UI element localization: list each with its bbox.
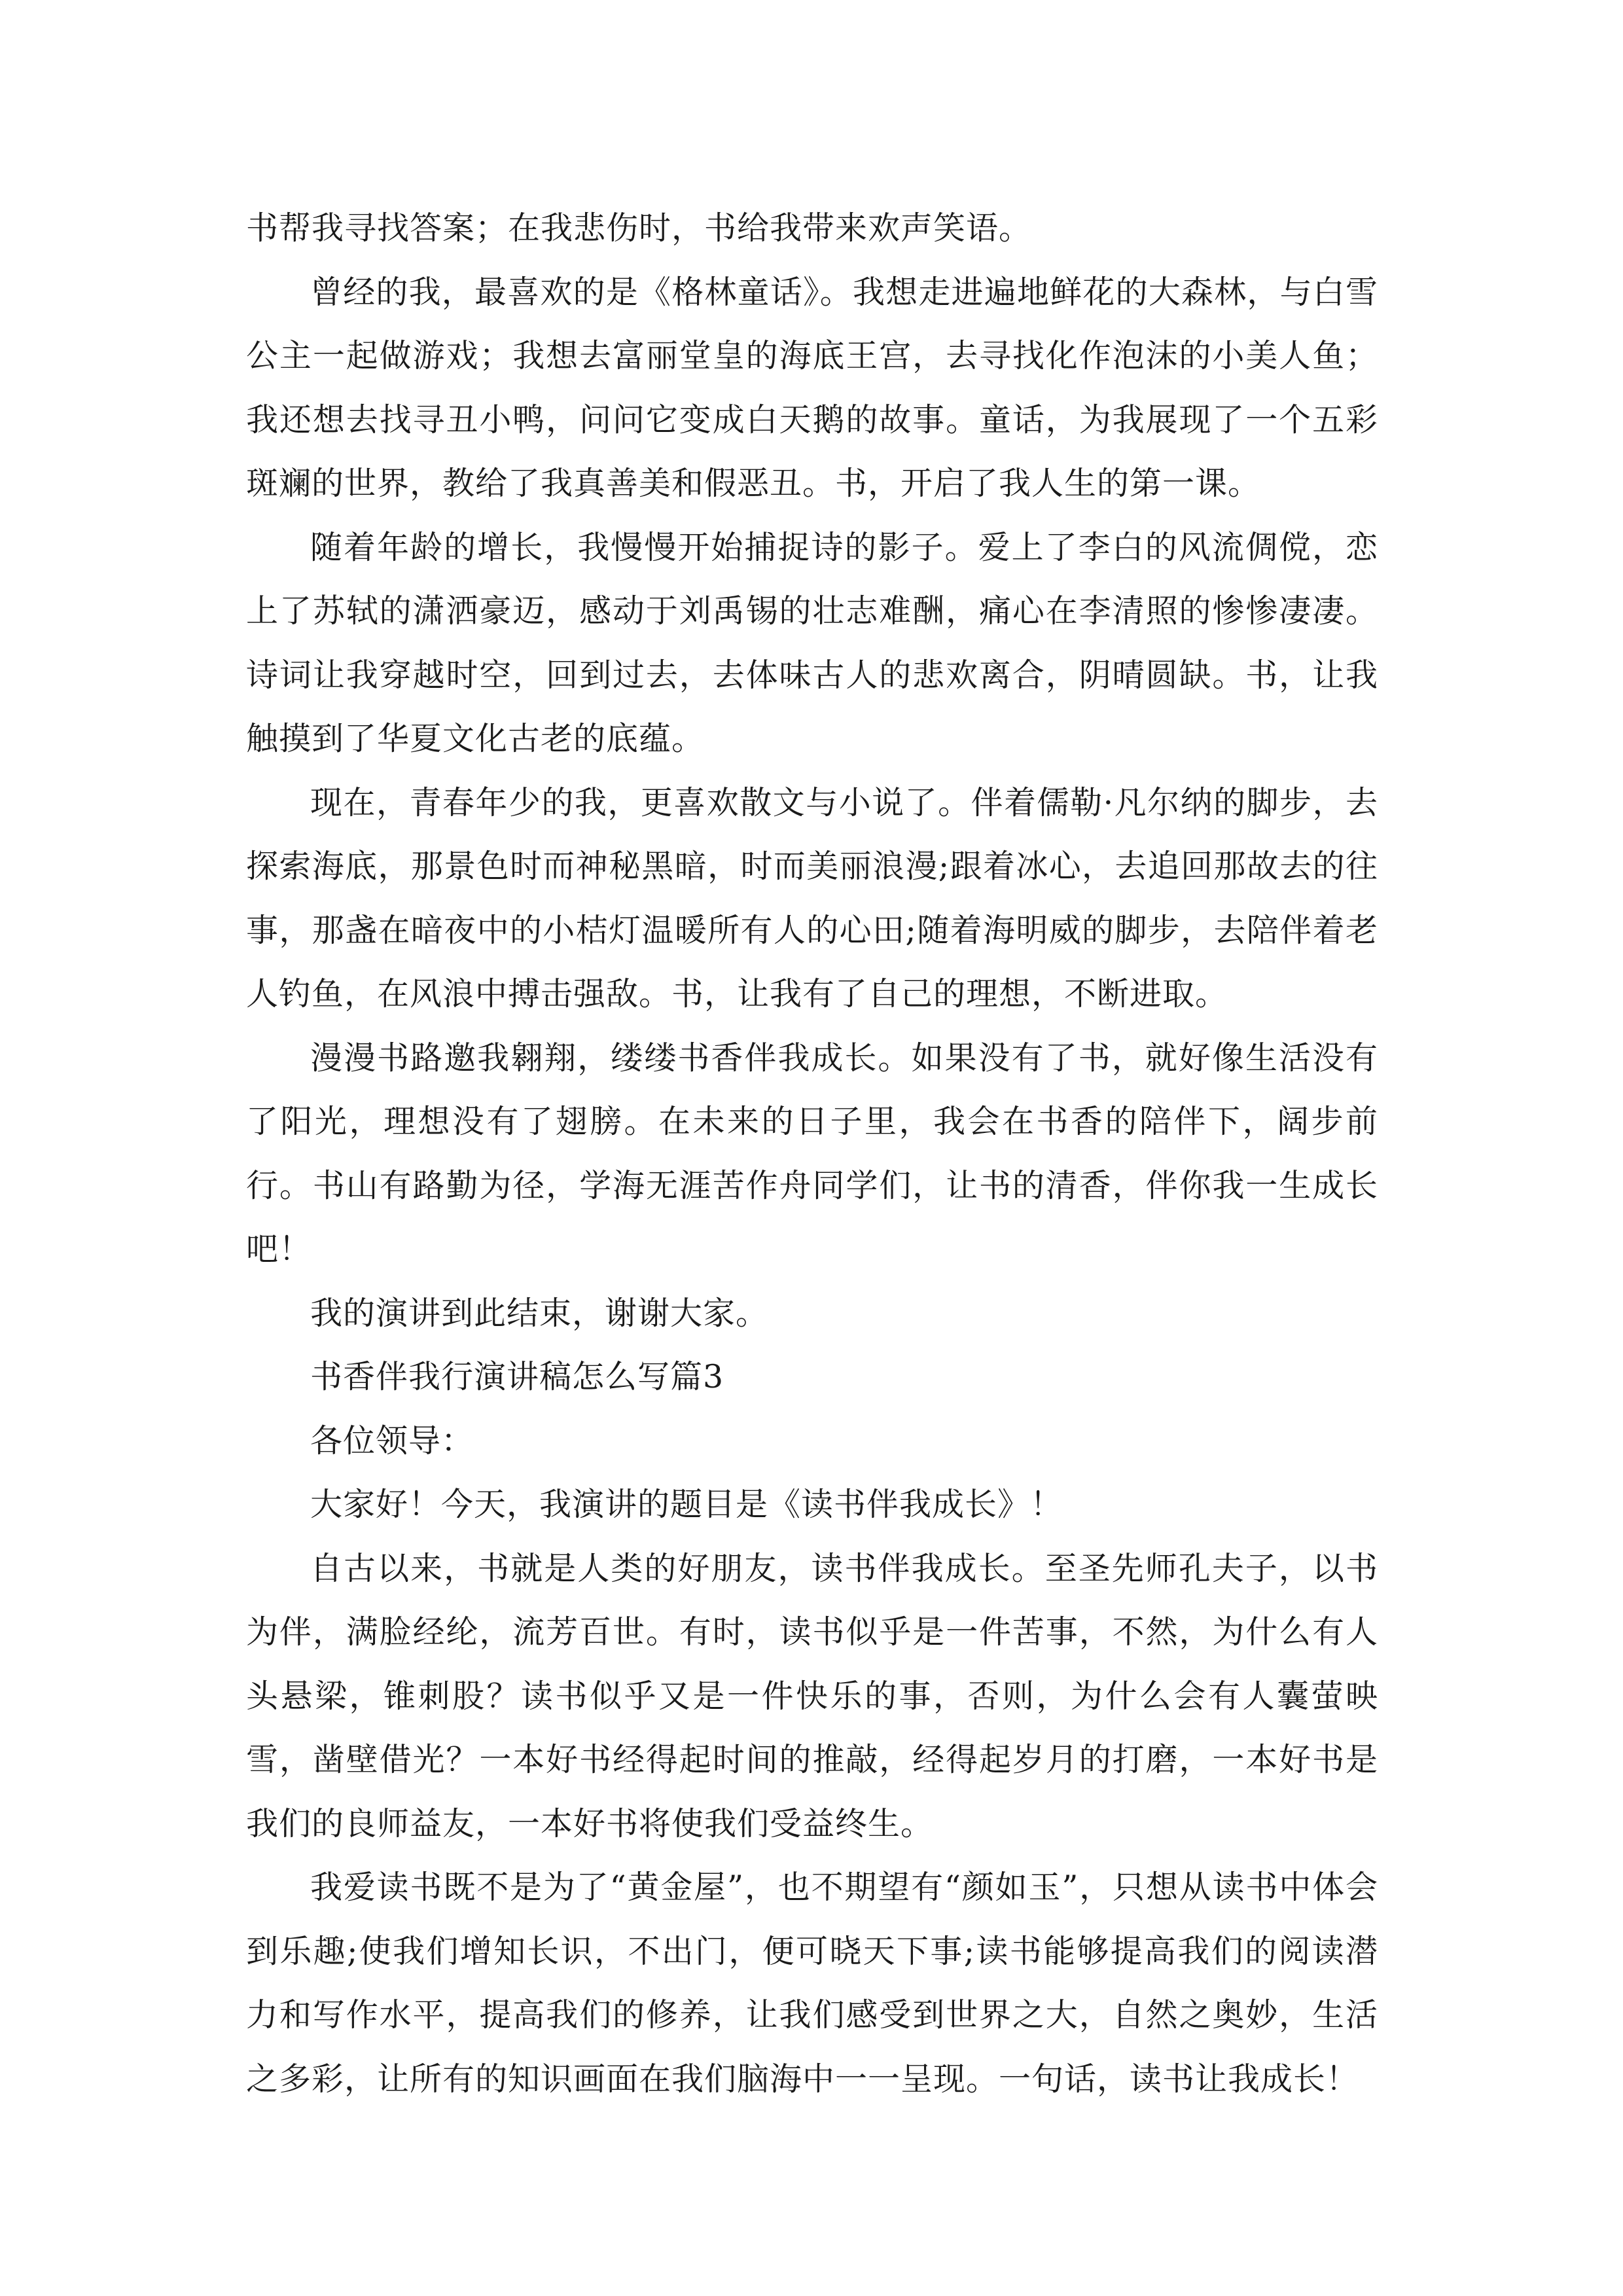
paragraph-since-ancient-times: 自古以来，书就是人类的好朋友，读书伴我成长。至圣先师孔夫子，以书为伴，满脸经纶，流芳百世。有时，读书似乎是一件苦事，不然，为什么有人头悬梁，锥刺股？读书似乎又是一件快乐的事，否则，为什么会有人囊萤映雪，凿壁借光？一本好书经得起时间的推敲，经得起岁月的打磨，一本好书是我们的良师益友，一本好书将使我们受益终生。 [246,1549,1378,1842]
section-heading: 书香伴我行演讲稿怎么写篇3 [310,1358,724,1395]
paragraph-salutation: 各位领导： [310,1422,474,1460]
paragraph-continuation: 书帮我寻找答案；在我悲伤时，书给我带来欢声笑语。 [246,209,1032,247]
paragraph-grimm-fairy-tales: 曾经的我，最喜欢的是《格林童话》。我想走进遍地鲜花的大森林，与白雪公主一起做游戏；我想去富丽堂皇的海底王宫，去寻找化作泡沫的小美人鱼；我还想去找寻丑小鸭，问问它变成白天鹅的故事。童话，为我展现了一个五彩斑斓的世界，教给了我真善美和假恶丑。书，开启了我人生的第一课。 [246,273,1378,502]
paragraph-prose-novels: 现在，青春年少的我，更喜欢散文与小说了。伴着儒勒·凡尔纳的脚步，去探索海底，那景色时而神秘黑暗，时而美丽浪漫;跟着冰心，去追回那故去的往事，那盏在暗夜中的小桔灯温暖所有人的心田;随着海明威的脚步，去陪伴着老人钓鱼，在风浪中搏击强敌。书，让我有了自己的理想，不断进取。 [246,783,1378,1013]
paragraph-poetry: 随着年龄的增长，我慢慢开始捕捉诗的影子。爱上了李白的风流倜傥，恋上了苏轼的潇洒豪迈，感动于刘禹锡的壮志难酬，痛心在李清照的惨惨凄凄。诗词让我穿越时空，回到过去，去体味古人的悲欢离合，阴晴圆缺。书，让我触摸到了华夏文化古老的底蕴。 [246,528,1378,757]
paragraph-closing: 我的演讲到此结束，谢谢大家。 [310,1294,769,1332]
paragraph-love-reading: 我爱读书既不是为了“黄金屋”，也不期望有“颜如玉”，只想从读书中体会到乐趣;使我们增知长识，不出门，便可晓天下事;读书能够提高我们的阅读潜力和写作水平，提高我们的修养，让我们感受到世界之大，自然之奥妙，生活之多彩，让所有的知识画面在我们脑海中一一呈现。一句话，读书让我成长！ [246,1869,1378,2098]
document-body [246,196,1378,2111]
paragraph-book-road: 漫漫书路邀我翱翔，缕缕书香伴我成长。如果没有了书，就好像生活没有了阳光，理想没有了翅膀。在未来的日子里，我会在书香的陪伴下，阔步前行。书山有路勤为径，学海无涯苦作舟同学们，让书的清香，伴你我一生成长吧！ [246,1039,1378,1268]
paragraph-greeting: 大家好！今天，我演讲的题目是《读书伴我成长》！ [310,1486,1063,1523]
